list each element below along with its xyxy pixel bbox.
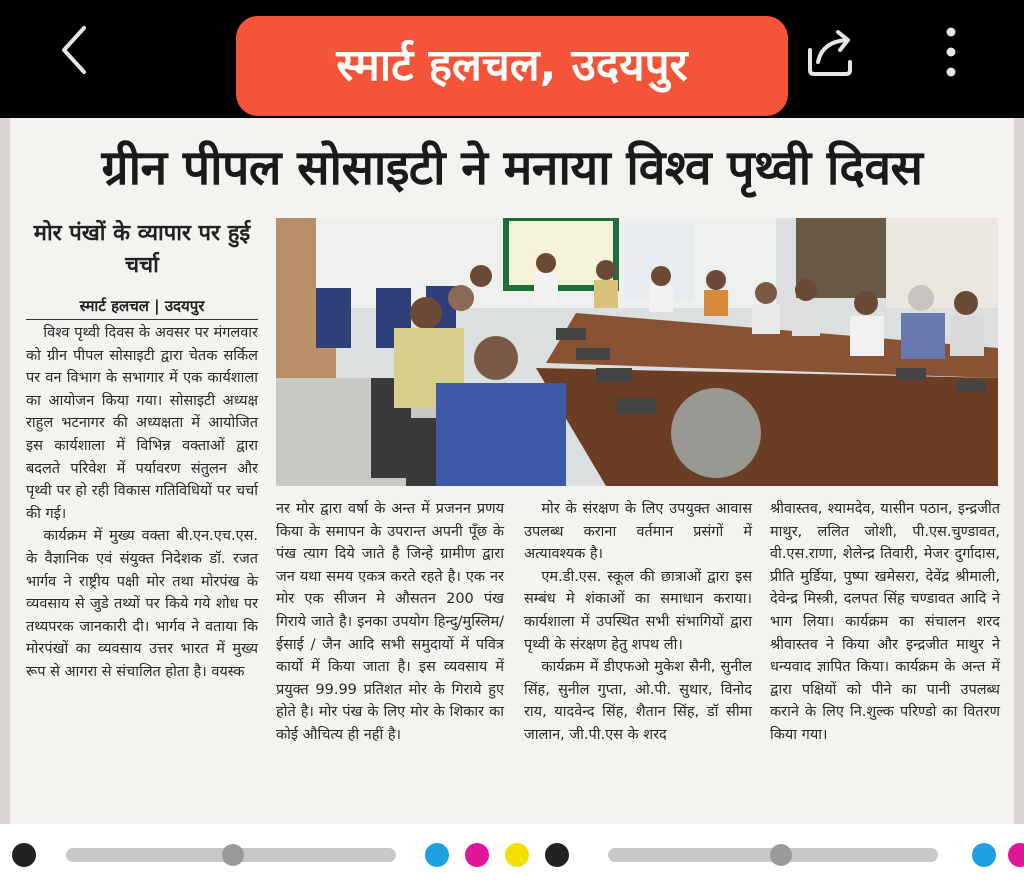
article-subheadline: मोर पंखों के व्यापार पर हुई चर्चा: [33, 221, 251, 278]
brand-banner: स्मार्ट हलचल, उदयपुर: [236, 16, 788, 116]
color-dot: [425, 843, 449, 867]
paragraph: एम.डी.एस. स्कूल की छात्राओं द्वारा इस सम्बंध मे शंकाओं का समाधान कराया। कार्यशाला में उपस्थित सभी संभागियों द्वारा पृथ्वी के संरक्षण हेतु शपथ ली।: [524, 568, 752, 653]
page-strip-bar: [0, 824, 1024, 886]
article-column-1: [26, 322, 258, 684]
scroll-handle[interactable]: [770, 844, 792, 866]
color-dot: [505, 843, 529, 867]
app-top-bar: [0, 0, 1024, 118]
article-column-2: [276, 498, 504, 747]
article-byline: स्मार्ट हलचल | उदयपुर: [26, 296, 258, 320]
article-headline: ग्रीन पीपल सोसाइटी ने मनाया विश्व पृथ्वी दिवस: [101, 140, 923, 196]
article-column-4: [770, 498, 1000, 747]
color-dot: [972, 843, 996, 867]
color-dot: [1008, 843, 1024, 867]
article-column-3: [524, 498, 752, 747]
color-dot: [465, 843, 489, 867]
scroll-handle[interactable]: [222, 844, 244, 866]
share-icon[interactable]: [800, 22, 860, 82]
paragraph: कार्यक्रम में डीएफओ मुकेश सैनी, सुनील सिंह, सुनील गुप्ता, ओ.पी. सुथार, विनोद राय, यादवेन्द सिंह, शैतान सिंह, डॉ सीमा जालान, जी.पी.एस के शरद: [524, 659, 752, 743]
paragraph: विश्व पृथ्वी दिवस के अवसर पर मंगलवार को ग्रीन पीपल सोसाइटी द्वारा चेतक सर्किल पर वन विभाग के सभागार में एक कार्यशाला का आयोजन किया गया। सोसाइटी अध्यक्ष राहुल भटनागर की अध्यक्षता में आयोजित इस कार्यशाला में विभिन्न वक्ताओं द्वारा बदलते परिवेश में पर्यावरण संतुलन और पृथ्वी पर हो रही विकास गतिविधियों पर चर्चा की गई।: [26, 325, 258, 522]
chevron-left-icon[interactable]: [50, 20, 100, 80]
paragraph: श्रीवास्तव, श्यामदेव, यासीन पठान, इन्द्रजीत माथुर, ललित जोशी, पी.एस.चुण्डावत, वी.एस.राणा, शेलेन्द्र तिवारी, मेजर दुर्गादास, प्रीति मुर्डिया, पुष्पा खमेसरा, देवेंद्र श्रीमाली, देवेन्द्र मिस्त्री, दलपत सिंह चण्डावत आदि ने भाग लिया। कार्यक्रम का संचालन शरद श्रीवास्तव ने किया और इन्द्रजीत माथुर ने धन्यवाद ज्ञापित किया। कार्यक्रम के अन्त में द्वारा पक्षियों को पीने का पानी उपलब्ध कराने के लिए नि.शुल्क परिण्डो का वितरण किया गया।: [770, 501, 1000, 743]
paragraph: नर मोर द्वारा वर्षा के अन्त में प्रजनन प्रणय किया के समापन के उपरान्त अपनी पूँछ के पंख त्याग दिये जाते है जिन्हे ग्रामीण द्वारा जन यथा समय एकत्र करते रहते है। एक नर मोर एक सीजन मे औसतन 200 पंख गिराये जाते है। इनका उपयोग हिन्दु/मुस्लिम/ ईसाई / जैन आदि सभी समुदायों में पवित्र कार्यो में किया जाता है। इस व्यवसाय में प्रयुक्त 99.99 प्रतिशत मोर के गिराये हुए होते है। मोर पंख के लिए मोर के शिकार का कोई औचित्य ही नहीं है।: [276, 501, 504, 743]
adjacent-page-left: [0, 118, 10, 824]
newspaper-clipping: [0, 118, 1024, 824]
more-vertical-icon[interactable]: [936, 22, 966, 82]
color-dot: [12, 843, 36, 867]
paragraph: कार्यक्रम में मुख्य वक्ता बी.एन.एच.एस. के वैज्ञानिक एवं संयुक्त निदेशक डॉ. रजत भार्गव ने राष्ट्रीय पक्षी मोर तथा मोरपंख के व्यवसाय से जुडे तथ्यों पर किये गये शोध पर तथ्यपरक जानकारी दी। भार्गव ने वताया कि मोरपंखों का व्यवसाय उत्तर भारत में मुख्य रूप से आगरा से संचालित होता है। वयस्क: [26, 528, 258, 680]
paragraph: मोर के संरक्षण के लिए उपयुक्त आवास उपलब्ध कराना वर्तमान प्रसंगों में अत्यावश्यक है।: [524, 501, 752, 563]
event-photo: [276, 218, 998, 486]
adjacent-page-right: [1014, 118, 1024, 824]
color-dot: [545, 843, 569, 867]
